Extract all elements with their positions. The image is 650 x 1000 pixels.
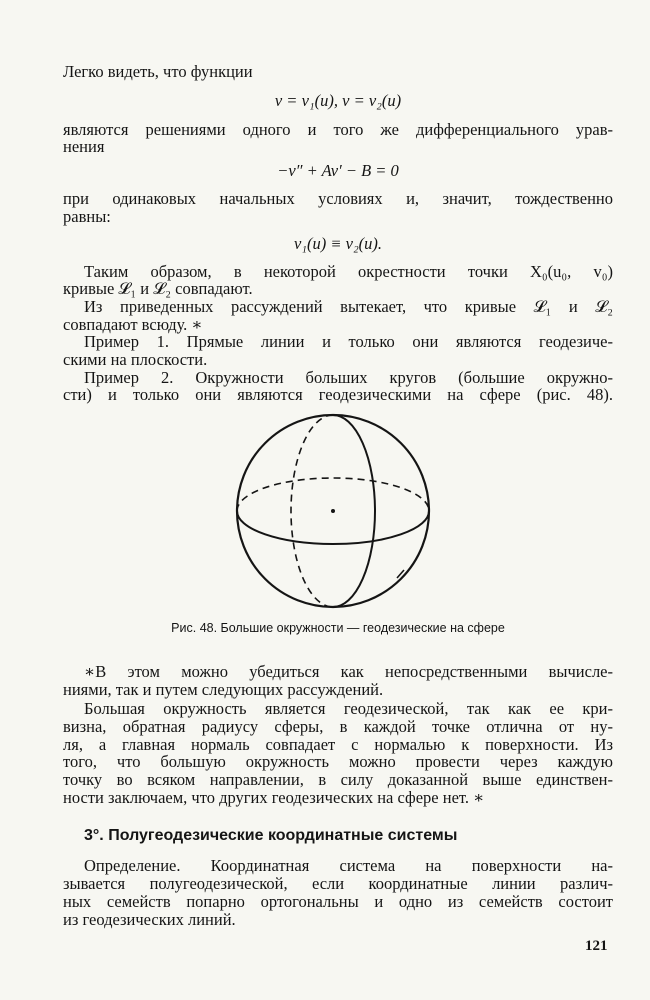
- meridian-back: [291, 415, 333, 607]
- example-1-line: Пример 1. Прямые линии и только они являются геодезиче-: [84, 332, 613, 351]
- text-line: при одинаковых начальных условиях и, значит, тождественно: [63, 189, 613, 208]
- text-line: Таким образом, в некоторой окрестности точки X₀(u₀, v₀): [84, 262, 613, 281]
- text-line: из геодезических линий.: [63, 910, 236, 929]
- text-line: ности заключаем, что других геодезических на сфере нет. ∗: [63, 788, 485, 807]
- text-line: равны:: [63, 207, 111, 226]
- text-line: являются решениями одного и того же дифференциального урав-: [63, 120, 613, 139]
- text-line: совпадают всюду. ∗: [63, 315, 203, 334]
- figure-caption: Рис. 48. Большие окружности — геодезические на сфере: [171, 621, 505, 635]
- formula-equation: −v″ + Av′ − B = 0: [277, 161, 399, 180]
- text-line: Из приведенных рассуждений вытекает, что кривые 𝓛₁ и 𝓛₂: [84, 297, 613, 316]
- text-line: ля, а главная нормаль совпадает с нормалью к поверхности. Из: [63, 735, 613, 754]
- text-line: скими на плоскости.: [63, 350, 208, 369]
- example-2-line: Пример 2. Окружности больших кругов (большие окружно-: [84, 368, 613, 387]
- text-line: сти) и только они являются геодезическими на сфере (рис. 48).: [63, 385, 613, 404]
- text-line: точку во всяком направлении, в силу доказанной выше единствен-: [63, 770, 613, 789]
- text-line: нения: [63, 137, 105, 156]
- text-line: ных семейств попарно ортогональны и одно из семейств состоит: [63, 892, 613, 911]
- sphere-center-dot: [331, 509, 335, 513]
- formula-identity: v₁(u) ≡ v₂(u).: [293, 234, 383, 253]
- equator-back: [237, 478, 429, 511]
- equator-front: [237, 511, 429, 544]
- formula-functions: v = v₁(u), v = v₂(u): [274, 91, 402, 110]
- text-line: визна, обратная радиусу сферы, в каждой точке отлична от ну-: [63, 717, 613, 736]
- text-line: Большая окружность является геодезической, так как ее кри-: [84, 699, 613, 718]
- meridian-front: [333, 415, 375, 607]
- text-line: Легко видеть, что функции: [63, 62, 253, 81]
- section-heading: 3°. Полугеодезические координатные системы: [84, 827, 458, 844]
- text-line: ниями, так и путем следующих рассуждений.: [63, 680, 384, 699]
- text-line: зывается полугеодезической, если координатные линии различ-: [63, 874, 613, 893]
- text-line: кривые 𝓛₁ и 𝓛₂ совпадают.: [63, 279, 253, 298]
- definition-line: Определение. Координатная система на поверхности на-: [84, 856, 613, 875]
- text-line: ∗В этом можно убедиться как непосредственными вычисле-: [84, 662, 613, 681]
- text-line: того, что большую окружность можно провести через каждую: [63, 752, 613, 771]
- page-number: 121: [585, 938, 608, 954]
